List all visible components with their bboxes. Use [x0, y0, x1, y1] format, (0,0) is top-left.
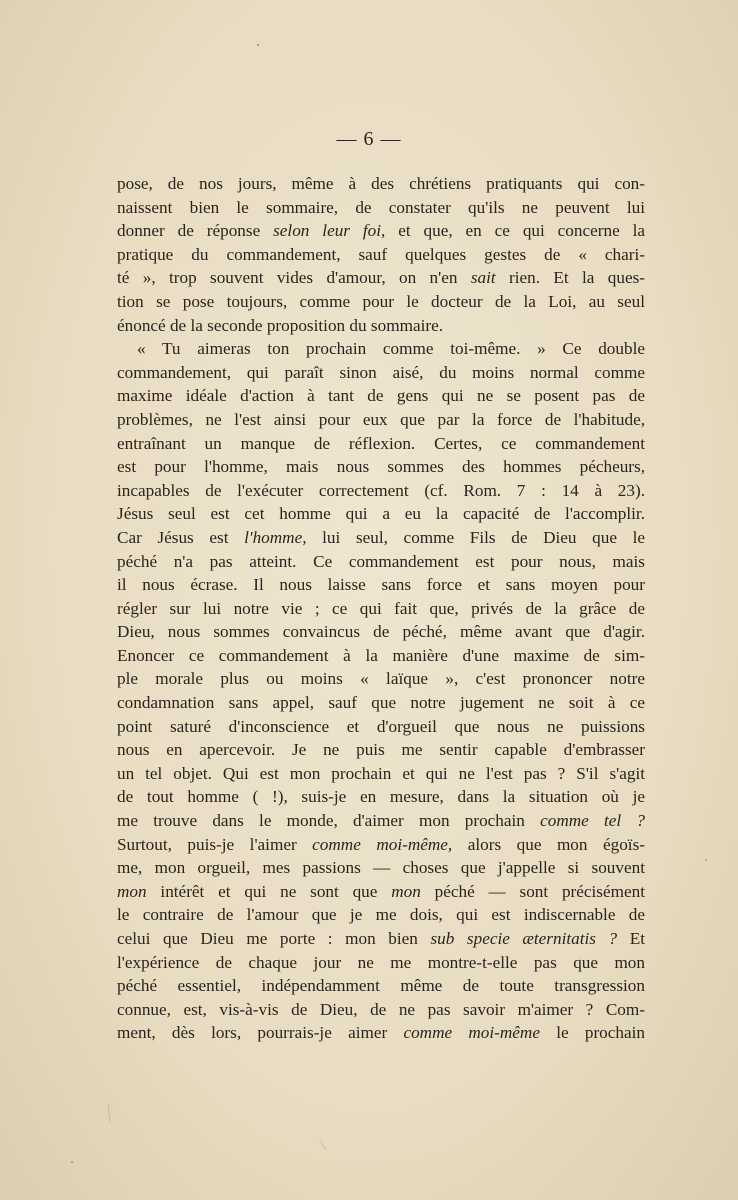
text-run: péché — sont précisément [420, 881, 645, 901]
text-line [117, 691, 645, 715]
text-line [117, 785, 645, 809]
text-run: celui que Dieu me porte : mon bien [117, 929, 431, 948]
text-line [117, 361, 645, 385]
text-line [117, 479, 645, 503]
text-run: il nous écrase. Il nous laisse sans force et sans moyen pour [117, 575, 645, 595]
text-line [117, 314, 645, 338]
italic-text: mon [391, 881, 421, 901]
text-run: Surtout, puis-je l'aimer [117, 834, 313, 854]
text-line [117, 172, 645, 196]
text-run: Dieu, nous sommes convaincus de péché, même avant que d'agir. [117, 622, 645, 642]
text-run: me trouve dans le monde, d'aimer mon prochain [117, 811, 541, 831]
text-run: alors que mon égoïs- [452, 834, 645, 854]
text-run: point saturé d'inconscience et d'orgueil que nous ne puissions [117, 716, 645, 736]
text-run: me, mon orgueil, mes passions — choses que j'appelle si souvent [117, 858, 645, 878]
italic-text: sub specie æternitatis ? [430, 929, 618, 948]
text-run: le prochain [539, 1023, 645, 1043]
text-line [117, 715, 645, 739]
italic-text: comme moi-même, [312, 834, 453, 854]
italic-text: mon [117, 881, 147, 901]
text-run: énoncé de la seconde proposition du sommaire. [117, 315, 443, 335]
text-run: ment, dès lors, pourrais-je aimer [117, 1023, 404, 1043]
text-run: problèmes, ne l'est ainsi pour eux que par la force de l'habitude, [117, 409, 645, 429]
body-text [117, 172, 645, 1045]
text-run: commandement, qui paraît sinon aisé, du moins normal comme [117, 362, 645, 382]
text-line [117, 620, 645, 644]
text-line [117, 880, 645, 904]
text-line [117, 998, 645, 1022]
text-run: un tel objet. Qui est mon prochain et qui ne l'est pas ? S'il s'agit [117, 763, 645, 783]
text-run: té », trop souvent vides d'amour, on n'en [117, 268, 471, 288]
text-run: est pour l'homme, mais nous sommes des hommes pécheurs, [117, 457, 645, 477]
text-line [117, 974, 645, 998]
text-line [117, 266, 645, 290]
text-run: régler sur lui notre vie ; ce qui fait que, privés de la grâce de [117, 598, 645, 618]
text-line [117, 951, 645, 975]
italic-text: l'homme, [244, 527, 307, 547]
text-run: et que, en ce qui concerne la [385, 221, 645, 241]
text-line [117, 526, 645, 550]
text-line [117, 833, 645, 857]
text-line [117, 384, 645, 408]
text-line [117, 573, 645, 597]
text-line [117, 762, 645, 786]
text-run: nous en apercevoir. Je ne puis me sentir capable d'embrasser [117, 740, 645, 760]
text-run: péché essentiel, indépendamment même de toute transgression [117, 976, 645, 996]
text-line [117, 408, 645, 432]
text-line [117, 455, 645, 479]
italic-text: selon leur foi, [273, 221, 386, 241]
text-line [117, 927, 645, 951]
text-line [117, 738, 645, 762]
text-line [117, 502, 645, 526]
text-line [117, 196, 645, 220]
text-line [117, 1021, 645, 1045]
italic-text: comme tel ? [540, 811, 645, 831]
text-line [117, 219, 645, 243]
italic-text: sait [470, 268, 496, 288]
text-run: l'expérience de chaque jour ne me montre-t-elle pas que mon [117, 952, 645, 972]
text-line [117, 432, 645, 456]
text-line [117, 809, 645, 833]
text-run: entraînant un manque de réflexion. Certes, ce commandement [117, 433, 645, 453]
text-run: incapables de l'exécuter correctement (cf. Rom. 7 : 14 à 23). [117, 480, 645, 500]
text-run: Jésus seul est cet homme qui a eu la capacité de l'accomplir. [117, 504, 645, 524]
text-run: lui seul, comme Fils de Dieu que le [306, 527, 645, 547]
text-run: pose, de nos jours, même à des chrétiens pratiquants qui con- [117, 174, 645, 193]
text-run: péché n'a pas atteint. Ce commandement est pour nous, mais [117, 551, 645, 571]
text-run: ple morale plus ou moins « laïque », c'est prononcer notre [117, 669, 645, 689]
text-run: connue, est, vis-à-vis de Dieu, de ne pas savoir m'aimer ? Com- [117, 999, 645, 1019]
text-line [117, 903, 645, 927]
text-run: maxime idéale d'action à tant de gens qui ne se posent pas de [117, 386, 645, 406]
text-run: le contraire de l'amour que je me dois, qui est indiscernable de [117, 905, 645, 925]
text-line [117, 550, 645, 574]
text-run: condamnation sans appel, sauf que notre jugement ne soit à ce [117, 693, 645, 713]
page-number: — 6 — [336, 128, 402, 150]
text-run: de tout homme ( !), suis-je en mesure, dans la situation où je [117, 787, 645, 807]
text-line [117, 667, 645, 691]
text-run: pratique du commandement, sauf quelques gestes de « chari- [117, 244, 645, 264]
text-run: donner de réponse [117, 221, 274, 241]
text-line [117, 243, 645, 267]
text-run: Enoncer ce commandement à la manière d'une maxime de sim- [117, 645, 645, 665]
text-line [117, 337, 645, 361]
text-run: « Tu aimeras ton prochain comme toi-même. » Ce double [137, 339, 645, 359]
text-line [117, 290, 645, 314]
text-run: Car Jésus est [117, 527, 245, 547]
text-run: Et [617, 929, 645, 948]
text-run: naissent bien le sommaire, de constater qu'ils ne peuvent lui [117, 197, 645, 217]
italic-text: comme moi-même [403, 1023, 540, 1043]
text-run: intérêt et qui ne sont que [146, 881, 392, 901]
text-line [117, 856, 645, 880]
text-run: rien. Et la ques- [495, 268, 645, 288]
text-line [117, 597, 645, 621]
text-line [117, 644, 645, 668]
text-run: tion se pose toujours, comme pour le docteur de la Loi, au seul [117, 291, 645, 311]
